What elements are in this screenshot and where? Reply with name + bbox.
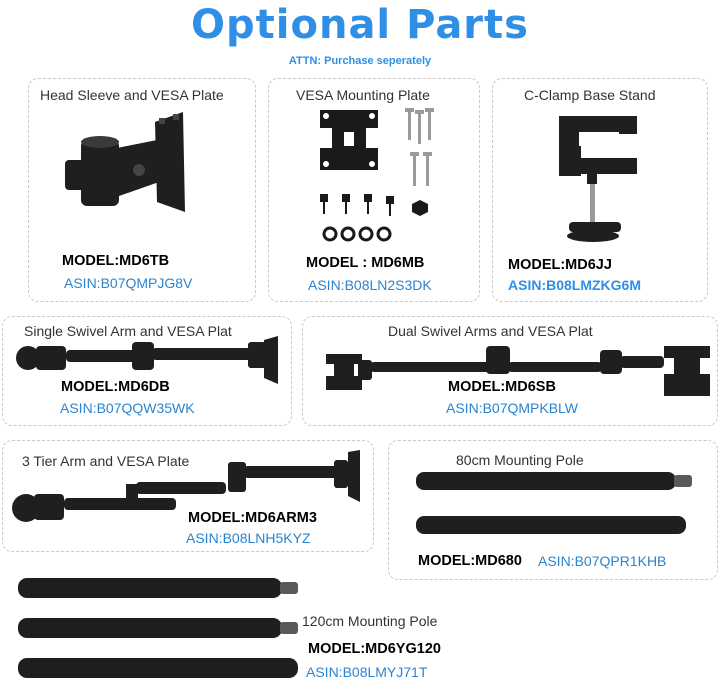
part-model: MODEL:MD680 <box>418 553 522 569</box>
part-asin: ASIN:B07QPR1KHB <box>538 553 667 569</box>
part-asin: ASIN:B07QMPJG8V <box>64 275 193 291</box>
part-asin: ASIN:B08LN2S3DK <box>308 277 432 293</box>
part-asin: ASIN:B07QMPKBLW <box>446 400 579 416</box>
part-model: MODEL:MD6JJ <box>508 257 612 273</box>
part-title: Single Swivel Arm and VESA Plat <box>24 323 232 339</box>
attn-note: ATTN: Purchase seperately <box>288 55 432 67</box>
head-sleeve-image <box>55 110 195 230</box>
part-title: 80cm Mounting Pole <box>456 452 584 468</box>
page-title: Optional Parts <box>191 2 529 48</box>
part-model: MODEL:MD6SB <box>448 379 556 395</box>
part-title: 120cm Mounting Pole <box>302 613 438 629</box>
part-title: Head Sleeve and VESA Plate <box>40 87 224 103</box>
part-model: MODEL:MD6ARM3 <box>188 510 317 526</box>
part-asin: ASIN:B08LNH5KYZ <box>186 530 311 546</box>
part-title: 3 Tier Arm and VESA Plate <box>22 453 190 469</box>
part-model: MODEL:MD6DB <box>61 379 170 395</box>
pole-120cm-image <box>14 570 314 686</box>
part-model: MODEL:MD6TB <box>62 253 170 269</box>
part-model: MODEL:MD6YG120 <box>308 641 441 657</box>
part-title: VESA Mounting Plate <box>296 87 430 103</box>
part-asin: ASIN:B08LMZKG6M <box>508 277 642 293</box>
pole-80cm-image <box>410 466 700 546</box>
c-clamp-image <box>553 110 653 250</box>
part-title: Dual Swivel Arms and VESA Plat <box>388 323 593 339</box>
part-asin: ASIN:B08LMYJ71T <box>306 664 428 680</box>
vesa-plate-image <box>300 108 450 246</box>
part-model: MODEL : MD6MB <box>306 255 425 271</box>
part-asin: ASIN:B07QQW35WK <box>60 400 195 416</box>
part-title: C-Clamp Base Stand <box>524 87 656 103</box>
